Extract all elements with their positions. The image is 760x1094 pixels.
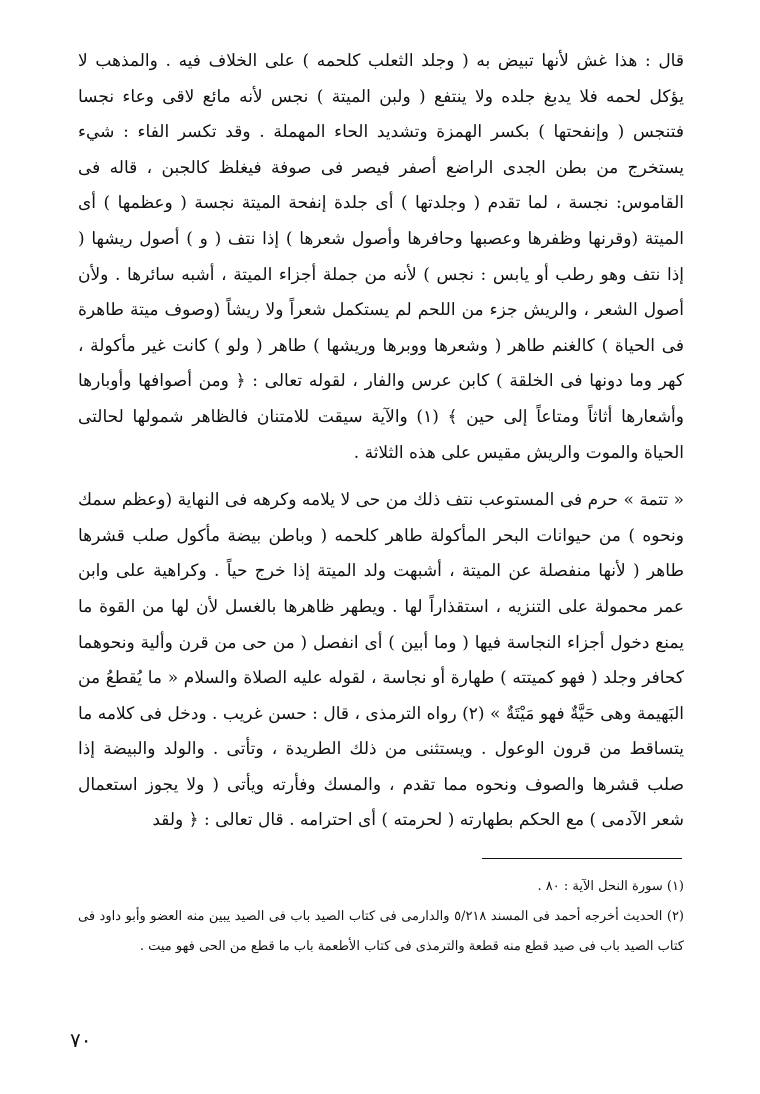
main-text: [78, 44, 684, 839]
footnote-separator: [482, 858, 682, 859]
footnotes: [78, 872, 684, 962]
footnote-1: (١) سورة النحل الآية : ٨٠ .: [537, 879, 684, 894]
paragraph-2: « تتمة » حرم فى المستوعب نتف ذلك من حى لا يلامه وكرهه فى النهاية (وعظم سمك ونحوه ) من حيوانات البحر المأكولة طاهر كلحمه ( وباطن بيضة مأكول صلب قشرها طاهر ( لأنها منفصلة عن الميتة ، أشبهت ولد الميتة إذا خرج حياً . وكراهية على وابن عمر محمولة على التنزيه ، استقذاراً لها . ويطهر ظاهرها بالغسل لأن لها من القوة ما يمنع دخول أجزاء النجاسة فيها ( وما أبين ) أى انفصل ( من حى من قرن وألية ونحوهما كحافر وجلد ( فهو كميتته ) طهارة أو نجاسة ، لقوله عليه الصلاة والسلام « ما يُقطعُ من البَهيمة وهى حَيَّةٌ فهو مَيْتَةٌ » (٢) رواه الترمذى ، قال : حسن غريب . ودخل فى كلامه ما يتساقط من قرون الوعول . ويستثنى من ذلك الطريدة ، وتأتى . والولد والبيضة إذا صلب قشرها والصوف ونحوه مما تقدم ، والمسك وفأرته ويأتى ( ولا يجوز استعمال شعر الآدمى ) مع الحكم بطهارته ( لحرمته ) أى احترامه . قال تعالى : ﴿ ولقد: [78, 490, 684, 831]
paragraph-1: قال : هذا غش لأنها تبيض به ( وجلد الثعلب كلحمه ) على الخلاف فيه . والمذهب لا يؤكل لحمه فلا يدبغ جلده ولا ينتفع ( ولبن الميتة ) نجس لأنه مائع لاقى وعاء نجسا فتنجس ( وإنفحتها ) بكسر الهمزة وتشديد الحاء المهملة . وقد تكسر الفاء : شيء يستخرج من بطن الجدى الراضع أصفر فيصر فى صوفة فيغلظ كالجبن ، قاله فى القاموس: نجسة ، لما تقدم ( وجلدتها ) أى جلدة إنفحة الميتة نجسة ( وعظمها ) أى الميتة (وقرنها وظفرها وعصبها وحافرها وأصول شعرها ) إذا نتف ( و ) أصول ريشها ( إذا نتف وهو رطب أو يابس : نجس ) لأنه من جملة أجزاء الميتة ، أشبه سائرها . ولأن أصول الشعر ، والريش جزء من اللحم لم يستكمل شعراً ولا ريشاً (وصوف ميتة طاهرة فى الحياة ) كالغنم طاهر ( وشعرها ووبرها وريشها ) طاهر ( ولو ) كانت غير مأكولة ، كهر وما دونها فى الخلقة ) كابن عرس والفار ، لقوله تعالى : ﴿ ومن أصوافها وأوبارها وأشعارها أثاثاً ومتاعاً إلى حين ﴾ (١) والآية سيقت للامتنان فالظاهر شمولها لحالتى الحياة والموت والريش مقيس على هذه الثلاثة .: [78, 51, 684, 463]
page-number: ٧٠: [70, 1028, 92, 1052]
footnote-2: (٢) الحديث أخرجه أحمد فى المسند ٥/٢١٨ والدارمى فى كتاب الصيد باب فى الصيد يبين منه العضو وأبو داود فى كتاب الصيد باب فى صيد قطع منه قطعة والترمذى فى كتاب الأطعمة باب ما قطع من الحى فهو ميت .: [78, 909, 684, 954]
